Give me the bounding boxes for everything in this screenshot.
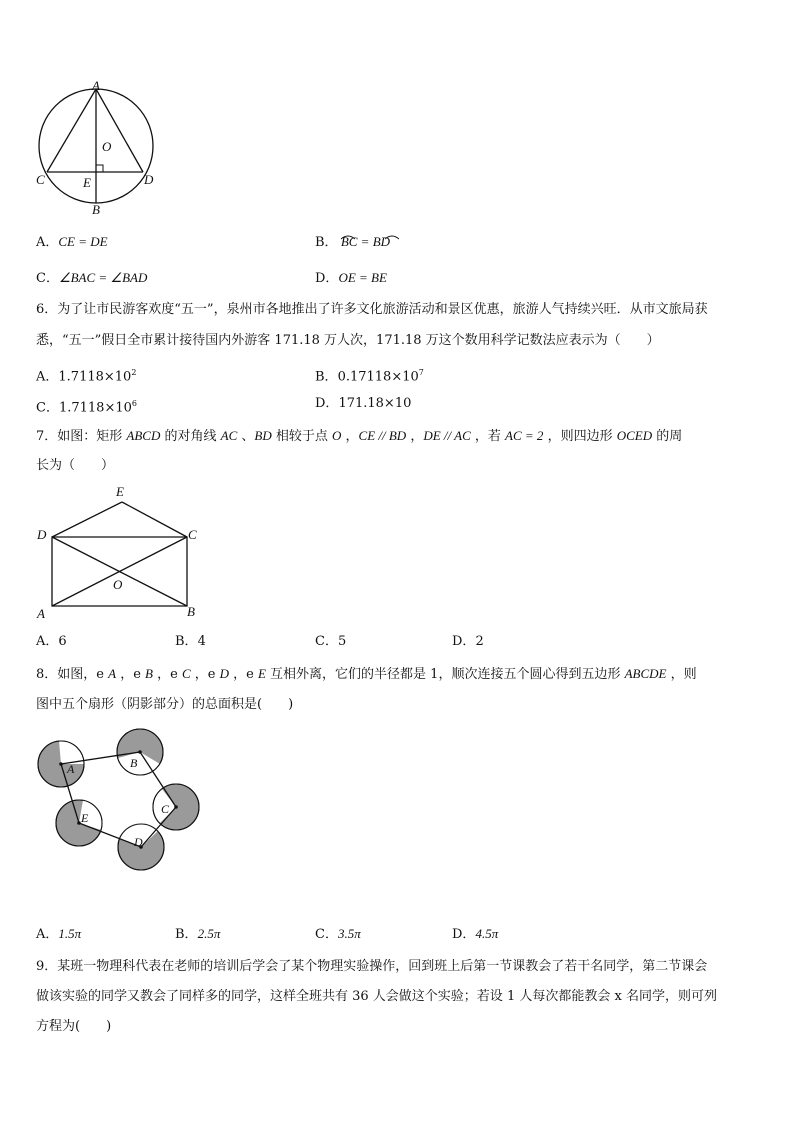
label-e: E [116,484,124,499]
q9-stem-line1: 9．某班一物理科代表在老师的培训后学会了某个物理实验操作，回到班上后第一节课教会了若干名同学，第二节课会 [36,959,708,974]
circle-triangle-figure [30,80,160,220]
option-text: CE = DE [58,234,108,249]
label-c: C [161,802,170,816]
q7-stem-line1: 7．如图：矩形 ABCD 的对角线 AC 、BD 相较于点 O ，CE // BD ，DE // AC ，若 AC = 2 ，则四边形 OCED 的周 [36,428,683,444]
q7-option-c[interactable]: C．5 [315,634,347,649]
label-c: C [188,527,197,542]
label-a: A [92,80,100,93]
q5-option-c[interactable] [36,268,147,289]
q6-option-a[interactable]: A．$1.7118\times 10^2$ [36,368,137,385]
q5-option-d[interactable] [315,268,387,289]
option-letter: C． [36,271,59,286]
q9-stem-line2: 做该实验的同学又教会了同样多的同学，这样全班共有 36 人会做这个实验；若设 1 人每次都能教会 x 名同学，则可列 [36,989,717,1004]
label-d: D [37,527,47,542]
label-a: A [67,762,75,776]
q8-stem-line2: 图中五个扇形（阴影部分）的总面积是( ) [36,697,294,712]
label-e: E [81,811,89,825]
five-circles-figure [30,722,210,882]
q5-option-b[interactable] [315,232,390,253]
q6-option-c[interactable]: C．$1.7118\times 10^6$ [36,399,137,416]
arc-mark-icon [338,232,408,240]
q7-option-d[interactable]: D．2 [452,634,484,649]
q7-stem-line2: 长为（ ） [36,458,115,473]
q6-option-b[interactable]: B．$0.17118\times 10^7$ [315,368,424,385]
q8-stem-line1: 8．如图，e A ，e B ，e C ，e D ，e E 互相外离，它们的半径都是 1，顺次连接五个圆心得到五边形 ABCDE ，则 [36,666,697,682]
option-letter: D． [315,271,339,286]
q8-option-d[interactable]: D．4.5π [452,926,499,942]
label-a: A [37,606,45,621]
rectangle-figure [30,482,210,624]
q8-option-b[interactable]: B．2.5π [175,926,221,942]
label-b: B [92,202,100,217]
q9-stem-line3: 方程为( ) [36,1019,112,1034]
q5-option-a[interactable] [36,232,108,253]
label-b: B [130,756,138,770]
q6-stem-line2: 悉，“五一”假日全市累计接待国内外游客 171.18 万人次，171.18 万这个数用科学记数法应表示为（ ） [36,333,660,348]
q6-stem-line1: 6．为了让市民游客欢度“五一”，泉州市各地推出了许多文化旅游活动和景区优惠，旅游人气持续兴旺．从市文旅局获 [36,302,708,317]
q8-option-c[interactable]: C．3.5π [315,926,361,942]
option-text-arc: BC = BD [338,234,390,249]
option-letter: B． [315,235,338,250]
option-text: OE = BE [338,270,387,285]
option-letter: A． [36,235,59,250]
label-o: O [113,577,123,592]
q6-option-d[interactable]: D．171.18×10 [315,396,412,411]
label-b: B [187,604,195,619]
q8-option-a[interactable]: A．1.5π [36,926,82,942]
option-text: ∠BAC = ∠BAD [58,270,148,285]
q7-option-a[interactable]: A．6 [36,634,67,649]
label-d: D [144,172,154,187]
label-c: C [36,172,45,187]
q7-option-b[interactable]: B．4 [175,634,206,649]
label-o: O [102,139,112,154]
label-e: E [83,175,91,190]
label-d: D [134,835,143,849]
